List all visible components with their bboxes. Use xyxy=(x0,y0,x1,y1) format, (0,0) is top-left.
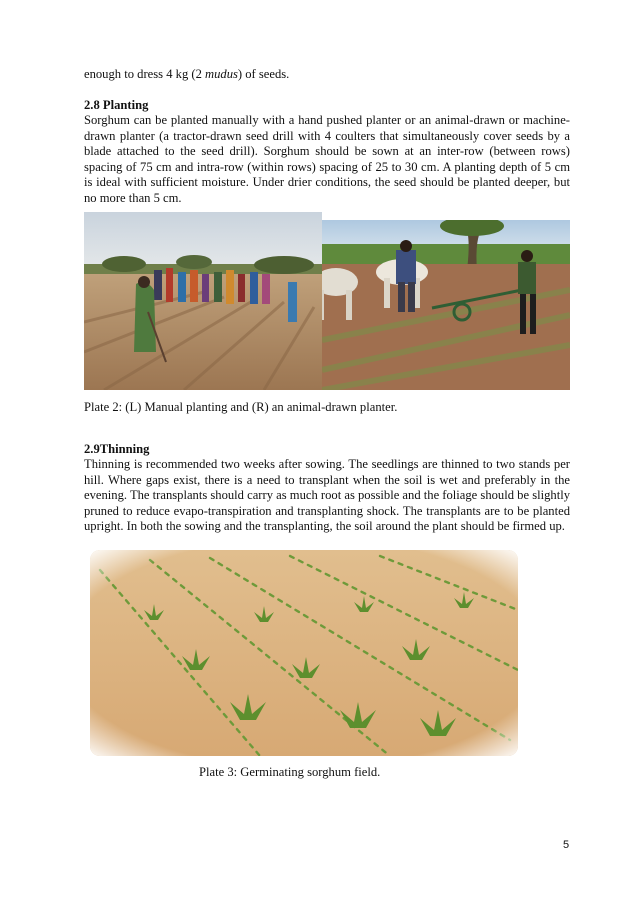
thinning-heading: 2.9Thinning xyxy=(84,442,150,456)
thinning-paragraph: Thinning is recommended two weeks after sowing. The seedlings are thinned to two stands per hill. Where gaps exist, there is a need to transplant when the soil is wet and preferably in the evening. The transplants should carry as much root as possible and the foliage should be slightly pruned to reduce evapo-transpiration and transplanting shock. The transplants are to be planted upright. In both the sowing and the transplanting, the soil around the plant should be firmed up. xyxy=(84,457,570,534)
intro-line xyxy=(84,67,289,83)
planting-heading: 2.8 Planting xyxy=(84,98,149,112)
animal-drawn-planter-illustration xyxy=(322,220,570,390)
germinating-field-illustration xyxy=(90,550,518,756)
animal-drawn-planter-photo xyxy=(322,220,570,390)
manual-planting-photo xyxy=(84,212,322,390)
plate-3-caption: Plate 3: Germinating sorghum field. xyxy=(199,765,381,779)
manual-planting-illustration xyxy=(84,212,322,390)
page-number: 5 xyxy=(563,839,570,851)
intro-text-after: ) of seeds. xyxy=(237,67,290,81)
intro-text-before: enough to dress 4 kg (2 xyxy=(84,67,206,81)
germinating-field-photo xyxy=(90,550,518,756)
plate-2-caption: Plate 2: (L) Manual planting and (R) an animal-drawn planter. xyxy=(84,400,398,414)
planting-paragraph: Sorghum can be planted manually with a hand pushed planter or an animal-drawn or machine-drawn planter (a tractor-drawn seed drill with 4 coulters that simultaneously cover seeds by a blade attached to the seed drill). Sorghum should be sown at an inter-row (between rows) spacing of 75 cm and intra-row (within rows) spacing of 25 to 30 cm. A planting depth of 5 cm is ideal with sufficient moisture. Under drier conditions, the seed should be planted deeper, but no more than 5 cm. xyxy=(84,113,570,205)
intro-italic-term: mudus xyxy=(205,67,238,81)
